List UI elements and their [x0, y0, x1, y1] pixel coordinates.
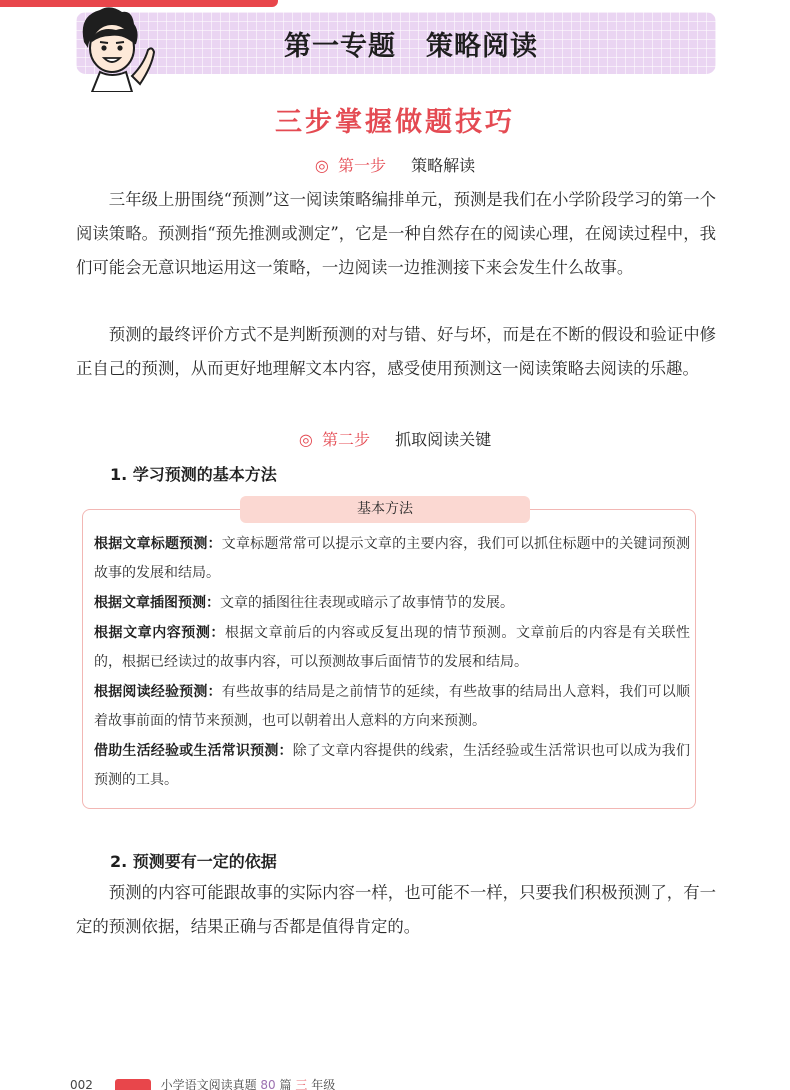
- method-term: 根据阅读经验预测：: [94, 684, 222, 700]
- method-term: 根据文章内容预测：: [94, 625, 225, 641]
- method-box-label: 基本方法: [240, 496, 530, 523]
- method-text: 根据文章前后的内容或反复出现的情节预测。文章前后的内容是有关联性的，根据已经读过的故事内容，可以预测故事后面情节的发展和结局。: [94, 625, 691, 670]
- method-text: 文章标题常常可以提示文章的主要内容，我们可以抓住标题中的关键词预测故事的发展和结局。: [94, 536, 691, 581]
- method-list: [94, 530, 690, 796]
- method-item: [94, 619, 690, 677]
- method-text: 除了文章内容提供的线索，生活经验或生活常识也可以成为我们预测的工具。: [94, 743, 691, 788]
- method-item: [94, 589, 690, 618]
- step2-number: 第二步: [321, 430, 370, 449]
- method-text: 有些故事的结局是之前情节的延续，有些故事的结局出人意料，我们可以顺着故事前面的情节来预测，也可以朝着出人意料的方向来预测。: [94, 684, 691, 729]
- book-title-mid: 篇: [279, 1078, 292, 1090]
- step2-name: 抓取阅读关键: [395, 430, 492, 449]
- topic-number: 第一专题: [284, 30, 396, 62]
- book-title-grade: 三: [295, 1078, 308, 1090]
- section2-title: 2. 预测要有一定的依据: [110, 852, 277, 871]
- method-item: [94, 678, 690, 736]
- method-term: 根据文章标题预测：: [94, 536, 222, 552]
- book-title-suffix: 年级: [311, 1078, 336, 1090]
- step1-paragraph-2: 预测的最终评价方式不是判断预测的对与错、好与坏，而是在不断的假设和验证中修正自己的预测，从而更好地理解文本内容，感受使用预测这一阅读策略去阅读的乐趣。: [76, 325, 716, 378]
- method-item: [94, 530, 690, 588]
- topic-name: 策略阅读: [426, 30, 538, 62]
- section2-paragraph: 预测的内容可能跟故事的实际内容一样，也可能不一样，只要我们积极预测了，有一定的预测依据，结果正确与否都是值得肯定的。: [76, 883, 716, 936]
- circle-bullet-icon: ◎: [314, 156, 329, 175]
- step1-heading: [0, 153, 790, 176]
- book-title-count: 80: [260, 1078, 276, 1090]
- method-term: 借助生活经验或生活常识预测：: [94, 743, 293, 759]
- circle-bullet-icon: ◎: [298, 430, 313, 449]
- step2-heading: [0, 427, 790, 450]
- topic-header-title: [76, 12, 716, 74]
- step1-number: 第一步: [337, 156, 386, 175]
- method-item: [94, 737, 690, 795]
- book-title-prefix: 小学语文阅读真题: [160, 1078, 257, 1090]
- step1-paragraph-1: 三年级上册围绕“预测”这一阅读策略编排单元，预测是我们在小学阶段学习的第一个阅读策略。预测指“预先推测或测定”，它是一种自然存在的阅读心理，在阅读过程中，我们可能会无意识地运用这一策略，一边阅读一边推测接下来会发生什么故事。: [76, 190, 716, 277]
- step1-name: 策略解读: [411, 156, 476, 175]
- main-title: 三步掌握做题技巧: [265, 100, 525, 139]
- page-footer: [70, 1076, 335, 1090]
- brand-logo: [115, 1079, 151, 1090]
- method-term: 根据文章插图预测：: [94, 595, 220, 611]
- method-text: 文章的插图往往表现或暗示了故事情节的发展。: [220, 595, 514, 611]
- main-title-wrap: [0, 100, 790, 139]
- page-number: 002: [70, 1078, 93, 1090]
- section1-title: 1. 学习预测的基本方法: [110, 465, 277, 484]
